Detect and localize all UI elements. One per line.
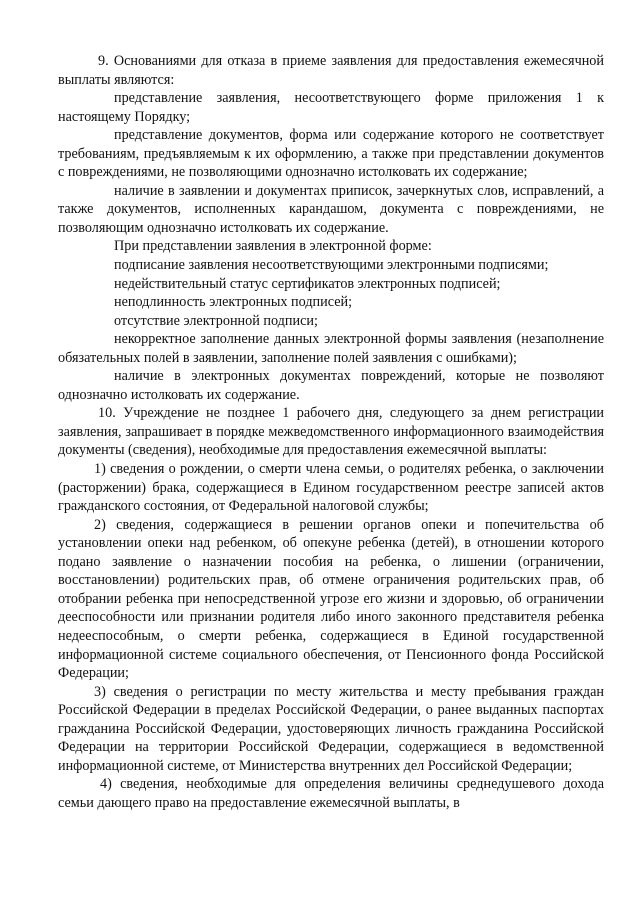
paragraph-9-electronic-item: некорректное заполнение данных электронной формы заявления (незаполнение обязательных полей в заявлении, заполнение полей заявления с ошибками); [58,331,604,366]
paragraph-9-item: наличие в заявлении и документах приписок, зачеркнутых слов, исправлений, а также документов, исполненных карандашом, документа с повреждениями, не позволяющим однозначно истолковать их содержание. [58,182,604,236]
document-body [58,52,604,812]
paragraph-9-electronic-heading: При представлении заявления в электронной форме: [114,238,432,255]
paragraph-9-electronic-item: недействительный статус сертификатов электронных подписей; [114,275,501,292]
paragraph-9-electronic-item: неподлинность электронных подписей; [114,294,353,311]
paragraph-10-subitem-1: 1) сведения о рождении, о смерти члена семьи, о родителях ребенка, о заключении (расторжении) брака, содержащиеся в Едином государственном реестре записей актов гражданского состояния, от Федеральной налоговой службы; [58,461,604,515]
paragraph-10-subitem-2: 2) сведения, содержащиеся в решении органов опеки и попечительства об установлении опеки над ребенком, об опекуне ребенка (детей), в отношении которого подано заявление о назначении пособия на ребенка, о лишении (ограничении, восстановлении) родительских прав, об отмене ограничения родительских прав, об отобрании ребенка при непосредственной угрозе его жизни и здоровью, об ограничении дееспособности или признании родителя либо иного законного представителя ребенка недееспособным, о смерти ребенка, содержащиеся в Единой государственной информационной системе социального обеспечения, от Пенсионного фонда Российской Федерации; [58,516,604,682]
paragraph-9-electronic-item: подписание заявления несоответствующими электронными подписями; [114,257,549,274]
paragraph-9: 9. Основаниями для отказа в приеме заявления для предоставления ежемесячной выплаты являются: [58,53,604,88]
paragraph-10: 10. Учреждение не позднее 1 рабочего дня, следующего за днем регистрации заявления, запрашивает в порядке межведомственного информационного взаимодействия документы (сведения), необходимые для предоставления ежемесячной выплаты: [58,405,604,459]
paragraph-9-electronic-item: отсутствие электронной подписи; [114,312,318,329]
paragraph-9-item: представление заявления, несоответствующего форме приложения 1 к настоящему Порядку; [58,90,604,125]
paragraph-9-item: представление документов, форма или содержание которого не соответствует требованиям, предъявляемым к их оформлению, а также при представлении документов с повреждениями, не позволяющими однозначно истолковать их содержание; [58,127,604,181]
paragraph-10-subitem-4: 4) сведения, необходимые для определения величины среднедушевого дохода семьи дающего право на предоставление ежемесячной выплаты, в [58,776,604,811]
paragraph-10-subitem-3: 3) сведения о регистрации по месту жительства и месту пребывания граждан Российской Федерации в пределах Российской Федерации, о ранее выданных паспортах гражданина Российской Федерации, удостоверяющих личность гражданина Российской Федерации на территории Российской Федерации, содержащиеся в ведомственной информационной системе, от Министерства внутренних дел Российской Федерации; [58,683,604,774]
paragraph-9-electronic-item: наличие в электронных документах повреждений, которые не позволяют однозначно истолковать их содержание. [58,368,604,403]
